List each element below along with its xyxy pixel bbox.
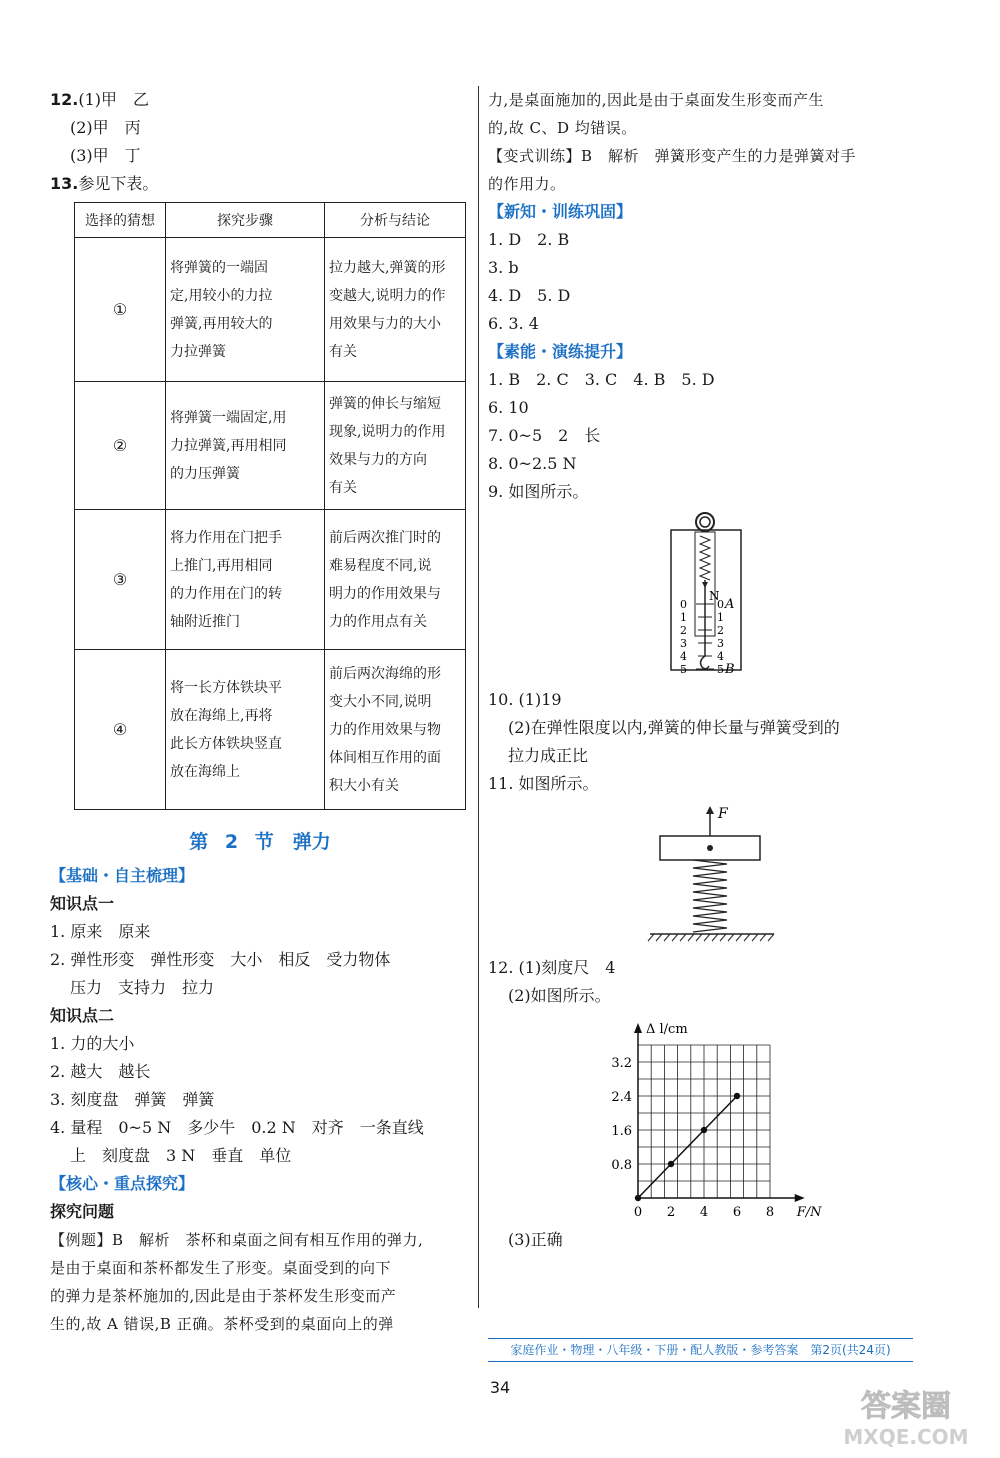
table-cell-mark: ④ [75,650,166,810]
extension-force-graph [488,1010,913,1226]
table-cell-conclusion: 弹簧的伸长与缩短 现象,说明力的作用 效果与力的方向 有关 [325,382,466,510]
table-header: 分析与结论 [325,203,466,238]
y-tick-label: 1.6 [611,1124,632,1139]
y-tick-label: 0.8 [611,1158,632,1173]
table-cell-conclusion: 拉力越大,弹簧的形 变越大,说明力的作 用效果与力的大小 有关 [325,238,466,382]
paragraph-line: 的弹力是茶杯施加的,因此是由于茶杯发生形变而产 [50,1287,397,1305]
scale-tick-label: 4 [680,650,687,663]
data-point [635,1195,641,1201]
x-tick-label: 0 [633,1205,643,1220]
q12-line-2: (2)甲 丙 [70,118,141,137]
x-tick-label: 2 [666,1205,676,1220]
scale-tick-label: 0 [717,598,724,611]
scale-tick-label: 1 [717,611,724,624]
table-cell-steps: 将弹簧的一端固 定,用较小的力拉 弹簧,再用较大的 力拉弹簧 [166,238,325,382]
x-tick-label: 8 [765,1205,775,1220]
table-cell-mark: ③ [75,510,166,650]
scale-tick-label: 2 [680,624,687,637]
q13-line: 13.参见下表。 [50,174,159,193]
answer-line: 4. D 5. D [488,286,571,305]
column-divider [478,86,479,1308]
scale-tick-label: 0 [680,598,687,611]
answer-line: 1. D 2. B [488,230,570,249]
scale-tick-label: 1 [680,611,687,624]
subsection-heading: 探究问题 [50,1202,115,1221]
knowledge-point-heading: 知识点一 [50,894,115,913]
point-a-label: A [725,597,735,612]
scale-tick-label: 4 [717,650,724,663]
table-header: 探究步骤 [166,203,325,238]
x-axis-label: F/N [796,1205,822,1220]
force-label: F [718,806,728,822]
table-cell-steps: 将一长方体铁块平 放在海绵上,再将 此长方体铁块竖直 放在海绵上 [166,650,325,810]
scale-tick-label: 2 [717,624,724,637]
left-column [50,86,470,1338]
data-point [668,1161,674,1167]
answer-line: 1. 原来 原来 [50,922,151,941]
answer-line: 7. 0~5 2 长 [488,426,601,445]
svg-text:答案圈: 答案圈 [861,1389,951,1424]
y-axis-label: Δ l/cm [646,1022,688,1037]
knowledge-point-heading: 知识点二 [50,1006,115,1025]
scale-tick-label: 5 [717,663,724,676]
y-tick-label: 2.4 [611,1090,632,1105]
section-heading: 【新知・训练巩固】 [488,202,633,221]
spring-scale-figure [488,506,913,686]
data-point [701,1127,707,1133]
y-axis-arrow [634,1023,642,1033]
q12-line-1: 12.(1)甲 乙 [50,90,150,109]
right-column [488,86,913,1254]
table-cell-conclusion: 前后两次海绵的形 变大小不同,说明 力的作用效果与物 体间相互作用的面 积大小有关 [325,650,466,810]
svg-text:MXQE.COM: MXQE.COM [843,1425,969,1449]
paragraph-line: 力,是桌面施加的,因此是由于桌面发生形变而产生 [488,91,825,109]
answer-line: 10. (1)19 [488,690,562,709]
answer-line: 压力 支持力 拉力 [70,978,215,997]
page-footer: 家庭作业・物理・八年级・下册・配人教版・参考答案 第2页(共24页) [488,1338,913,1362]
answer-line: 3. 刻度盘 弹簧 弹簧 [50,1090,215,1109]
answer-line: 1. 力的大小 [50,1034,135,1053]
q12-line-3: (3)甲 丁 [70,146,141,165]
scale-tick-label: 5 [680,663,687,676]
scale-tick-label: 3 [680,637,687,650]
paragraph-line: 是由于桌面和茶杯都发生了形变。桌面受到的向下 [50,1259,392,1277]
force-figure [488,798,913,954]
table-cell-mark: ② [75,382,166,510]
answer-line: 6. 3. 4 [488,314,539,333]
table-row [75,238,466,382]
section-heading: 【基础・自主梳理】 [50,866,195,885]
answer-line: 9. 如图所示。 [488,482,589,501]
graph-figure [488,1010,913,1226]
answer-line: 上 刻度盘 3 N 垂直 单位 [70,1146,292,1165]
answer-line: 3. b [488,258,519,277]
data-point [734,1093,740,1099]
table-row [75,510,466,650]
paragraph-line: 的作用力。 [488,175,566,193]
section-heading: 【核心・重点探究】 [50,1174,195,1193]
ground-hatch [648,934,774,941]
answer-line: (3)正确 [508,1230,563,1249]
table-row [75,650,466,810]
page-number: 34 [489,1378,511,1397]
answer-line: 4. 量程 0~5 N 多少牛 0.2 N 对齐 一条直线 [50,1118,424,1137]
answer-table [74,202,466,810]
point-b-label: B [725,662,735,677]
table-cell-steps: 将弹簧一端固定,用 力拉弹簧,再用相同 的力压弹簧 [166,382,325,510]
table-header: 选择的猜想 [75,203,166,238]
chapter-title: 第 2 节 弹力 [189,831,331,853]
spring-scale-diagram [488,506,913,686]
watermark-logo [822,1380,992,1452]
paragraph-line: 【例题】B 解析 茶杯和桌面之间有相互作用的弹力, [50,1231,424,1249]
scale-tick-labels [680,598,724,676]
section-heading: 【素能・演练提升】 [488,342,633,361]
x-axis-arrow [795,1194,805,1202]
table-cell-steps: 将力作用在门把手 上推门,再用相同 的力作用在门的转 轴附近推门 [166,510,325,650]
answer-line: (2)如图所示。 [508,986,611,1005]
answer-line: 6. 10 [488,398,529,417]
answer-line: 12. (1)刻度尺 4 [488,958,616,977]
answer-line: 1. B 2. C 3. C 4. B 5. D [488,370,715,389]
scale-unit: N [709,589,720,603]
paragraph-line: 【变式训练】B 解析 弹簧形变产生的力是弹簧对手 [488,147,857,165]
block-spring-diagram [488,798,913,954]
answer-line: 2. 弹性形变 弹性形变 大小 相反 受力物体 [50,950,391,969]
table-cell-mark: ① [75,238,166,382]
answer-line: 2. 越大 越长 [50,1062,151,1081]
paragraph-line: 生的,故 A 错误,B 正确。茶杯受到的桌面向上的弹 [50,1315,394,1333]
table-cell-conclusion: 前后两次推门时的 难易程度不同,说 明力的作用效果与 力的作用点有关 [325,510,466,650]
y-tick-label: 3.2 [611,1056,632,1071]
x-tick-label: 6 [732,1205,742,1220]
answer-line: 拉力成正比 [508,746,589,765]
answer-line: (2)在弹性限度以内,弹簧的伸长量与弹簧受到的 [508,718,840,737]
x-tick-label: 4 [699,1205,709,1220]
table-row [75,382,466,510]
paragraph-line: 的,故 C、D 均错误。 [488,119,637,137]
table-header-row [75,203,466,238]
scale-tick-label: 3 [717,637,724,650]
answer-line: 8. 0~2.5 N [488,454,577,473]
answer-line: 11. 如图所示。 [488,774,599,793]
